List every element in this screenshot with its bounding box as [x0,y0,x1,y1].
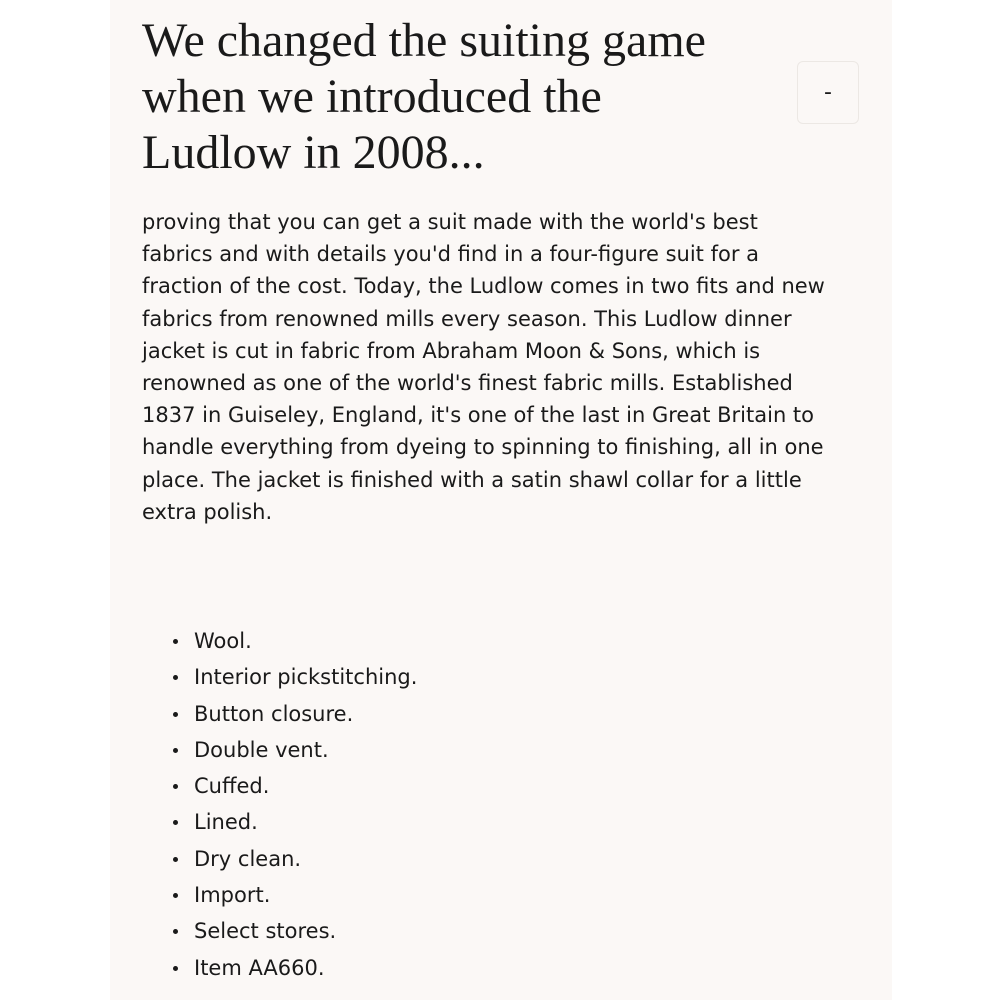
feature-item: Item AA660. [142,950,417,986]
feature-item: Dry clean. [142,841,417,877]
feature-list [142,623,417,986]
feature-item: Select stores. [142,913,417,949]
product-details-panel [110,0,892,1000]
feature-item: Cuffed. [142,768,417,804]
collapse-button[interactable]: - [797,61,859,124]
feature-item: Lined. [142,804,417,840]
feature-item: Button closure. [142,696,417,732]
feature-item: Interior pickstitching. [142,659,417,695]
feature-item: Import. [142,877,417,913]
product-details-heading: We changed the suiting game when we introduced the Ludlow in 2008... [142,14,706,179]
feature-item: Double vent. [142,732,417,768]
product-description: proving that you can get a suit made with the world's best fabrics and with details you'd find in a four-figure suit for a fraction of the cost. Today, the Ludlow comes in two fits and new fabrics from renowned mills every season. This Ludlow dinner jacket is cut in fabric from Abraham Moon & Sons, which is renowned as one of the world's finest fabric mills. Established 1837 in Guiseley, England, it's one of the last in Great Britain to handle everything from dyeing to spinning to finishing, all in one place. The jacket is finished with a satin shawl collar for a little extra polish. [142,210,825,524]
feature-item: Wool. [142,623,417,659]
